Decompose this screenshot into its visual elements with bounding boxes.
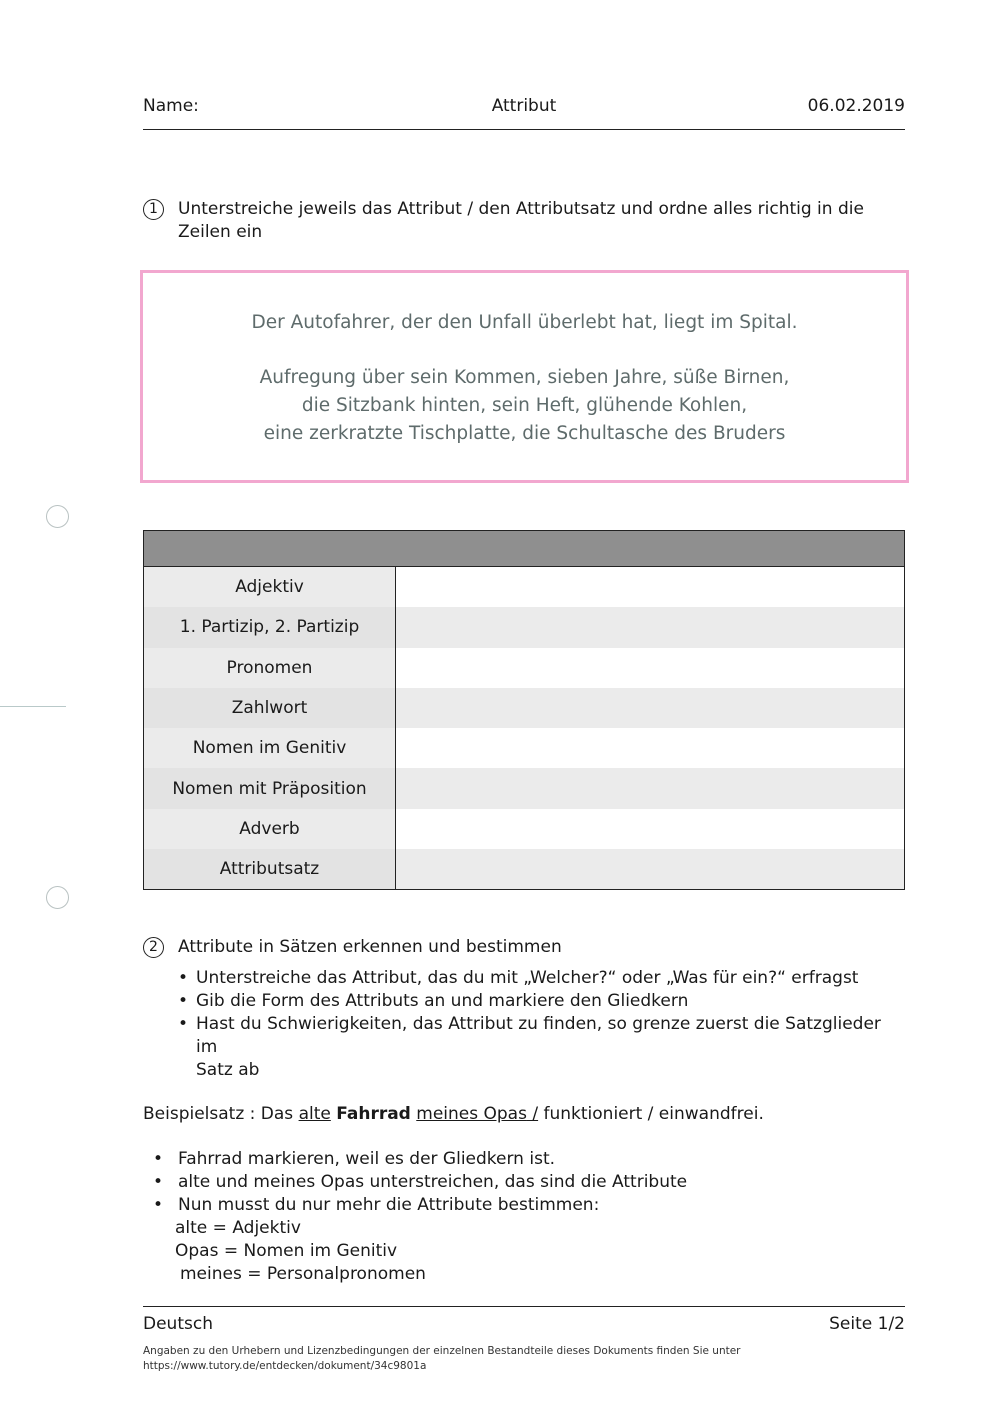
example-section — [143, 1103, 905, 1286]
table-row — [144, 768, 904, 808]
name-label: Name: — [143, 96, 199, 116]
credits-url[interactable]: https://www.tutory.de/entdecken/dokument/34c9801a — [143, 1360, 427, 1372]
solution-line: Opas = Nomen im Genitiv — [175, 1241, 398, 1261]
attribute-meines-opas-text: meines Opas — [416, 1104, 527, 1124]
solution-line: alte = Adjektiv — [175, 1218, 301, 1238]
table-row — [144, 567, 904, 607]
answer-cell[interactable] — [396, 688, 904, 728]
row-label: Adjektiv — [144, 567, 396, 607]
row-label: Adverb — [144, 809, 396, 849]
task-1 — [143, 198, 905, 244]
task-1-line-2: Zeilen ein — [178, 222, 263, 242]
row-label: Nomen im Genitiv — [144, 728, 396, 768]
table-row — [144, 809, 904, 849]
row-label: Attributsatz — [144, 849, 396, 889]
task-number-1: 1 — [143, 199, 164, 220]
example-sentence-line — [143, 1103, 905, 1126]
attribute-alte: alte — [298, 1104, 331, 1124]
word-line-2: die Sitzbank hinten, sein Heft, glühende Kohlen, — [301, 395, 748, 416]
task-2 — [143, 936, 905, 1082]
list-item-line: Hast du Schwierigkeiten, das Attribut zu finden, so grenze zuerst die Satzglieder im — [196, 1014, 881, 1057]
task-2-bullets — [178, 967, 905, 1082]
word-box — [140, 270, 909, 483]
list-item: • Fahrrad markieren, weil es der Gliedkern ist. — [153, 1148, 905, 1171]
task-number-2: 2 — [143, 937, 164, 958]
example-suffix: funktioniert / einwandfrei. — [538, 1104, 764, 1124]
attribute-table — [143, 530, 905, 890]
subject-label: Deutsch — [143, 1314, 213, 1334]
page-number: Seite 1/2 — [829, 1314, 905, 1334]
attribute-meines-opas — [416, 1104, 538, 1124]
task-1-line-1: Unterstreiche jeweils das Attribut / den Attributsatz und ordne alles richtig in die — [178, 199, 864, 219]
attribute-slash: / — [526, 1104, 539, 1124]
answer-cell[interactable] — [396, 728, 904, 768]
list-item: • Gib die Form des Attributs an und markiere den Gliedkern — [178, 990, 905, 1013]
table-row — [144, 849, 904, 889]
row-label: Zahlwort — [144, 688, 396, 728]
list-item: • Unterstreiche das Attribut, das du mit „Welcher?“ oder „Was für ein?“ erfragst — [178, 967, 905, 990]
date: 06.02.2019 — [807, 96, 905, 116]
core-fahrrad: Fahrrad — [336, 1104, 411, 1124]
fold-mark — [0, 706, 66, 707]
punch-hole-top — [46, 505, 69, 528]
list-item — [178, 1013, 905, 1082]
table-row — [144, 728, 904, 768]
answer-cell[interactable] — [396, 567, 904, 607]
word-line-3: eine zerkratzte Tischplatte, die Schultasche des Bruders — [263, 423, 786, 444]
row-label: Nomen mit Präposition — [144, 768, 396, 808]
task-1-instruction — [178, 198, 905, 244]
example-prefix: Beispielsatz : Das — [143, 1104, 299, 1124]
list-item: • Nun musst du nur mehr die Attribute bestimmen: — [153, 1194, 905, 1217]
row-label: Pronomen — [144, 648, 396, 688]
page-title: Attribut — [491, 96, 557, 116]
table-row — [144, 607, 904, 647]
table-row — [144, 648, 904, 688]
credits-note — [143, 1344, 741, 1374]
list-item-line: Satz ab — [196, 1060, 260, 1080]
answer-cell[interactable] — [396, 849, 904, 889]
table-row — [144, 688, 904, 728]
answer-cell[interactable] — [396, 809, 904, 849]
page-footer — [143, 1306, 905, 1334]
answer-cell[interactable] — [396, 648, 904, 688]
answer-cell[interactable] — [396, 607, 904, 647]
punch-hole-bottom — [46, 886, 69, 909]
solution-line: meines = Personalpronomen — [180, 1264, 426, 1284]
word-line-1: Aufregung über sein Kommen, sieben Jahre, süße Birnen, — [259, 367, 790, 388]
list-item: • alte und meines Opas unterstreichen, das sind die Attribute — [153, 1171, 905, 1194]
example-bullets — [153, 1148, 905, 1217]
row-label: 1. Partizip, 2. Partizip — [144, 607, 396, 647]
table-header — [144, 531, 904, 567]
task-2-title: Attribute in Sätzen erkennen und bestimmen — [178, 937, 562, 957]
example-sentence: Der Autofahrer, der den Unfall überlebt hat, liegt im Spital. — [251, 312, 798, 333]
credits-line-1: Angaben zu den Urhebern und Lizenzbedingungen der einzelnen Bestandteile dieses Dokuments finden Sie unter — [143, 1345, 741, 1357]
answer-cell[interactable] — [396, 768, 904, 808]
table-body — [144, 567, 904, 889]
page-header — [143, 96, 905, 130]
